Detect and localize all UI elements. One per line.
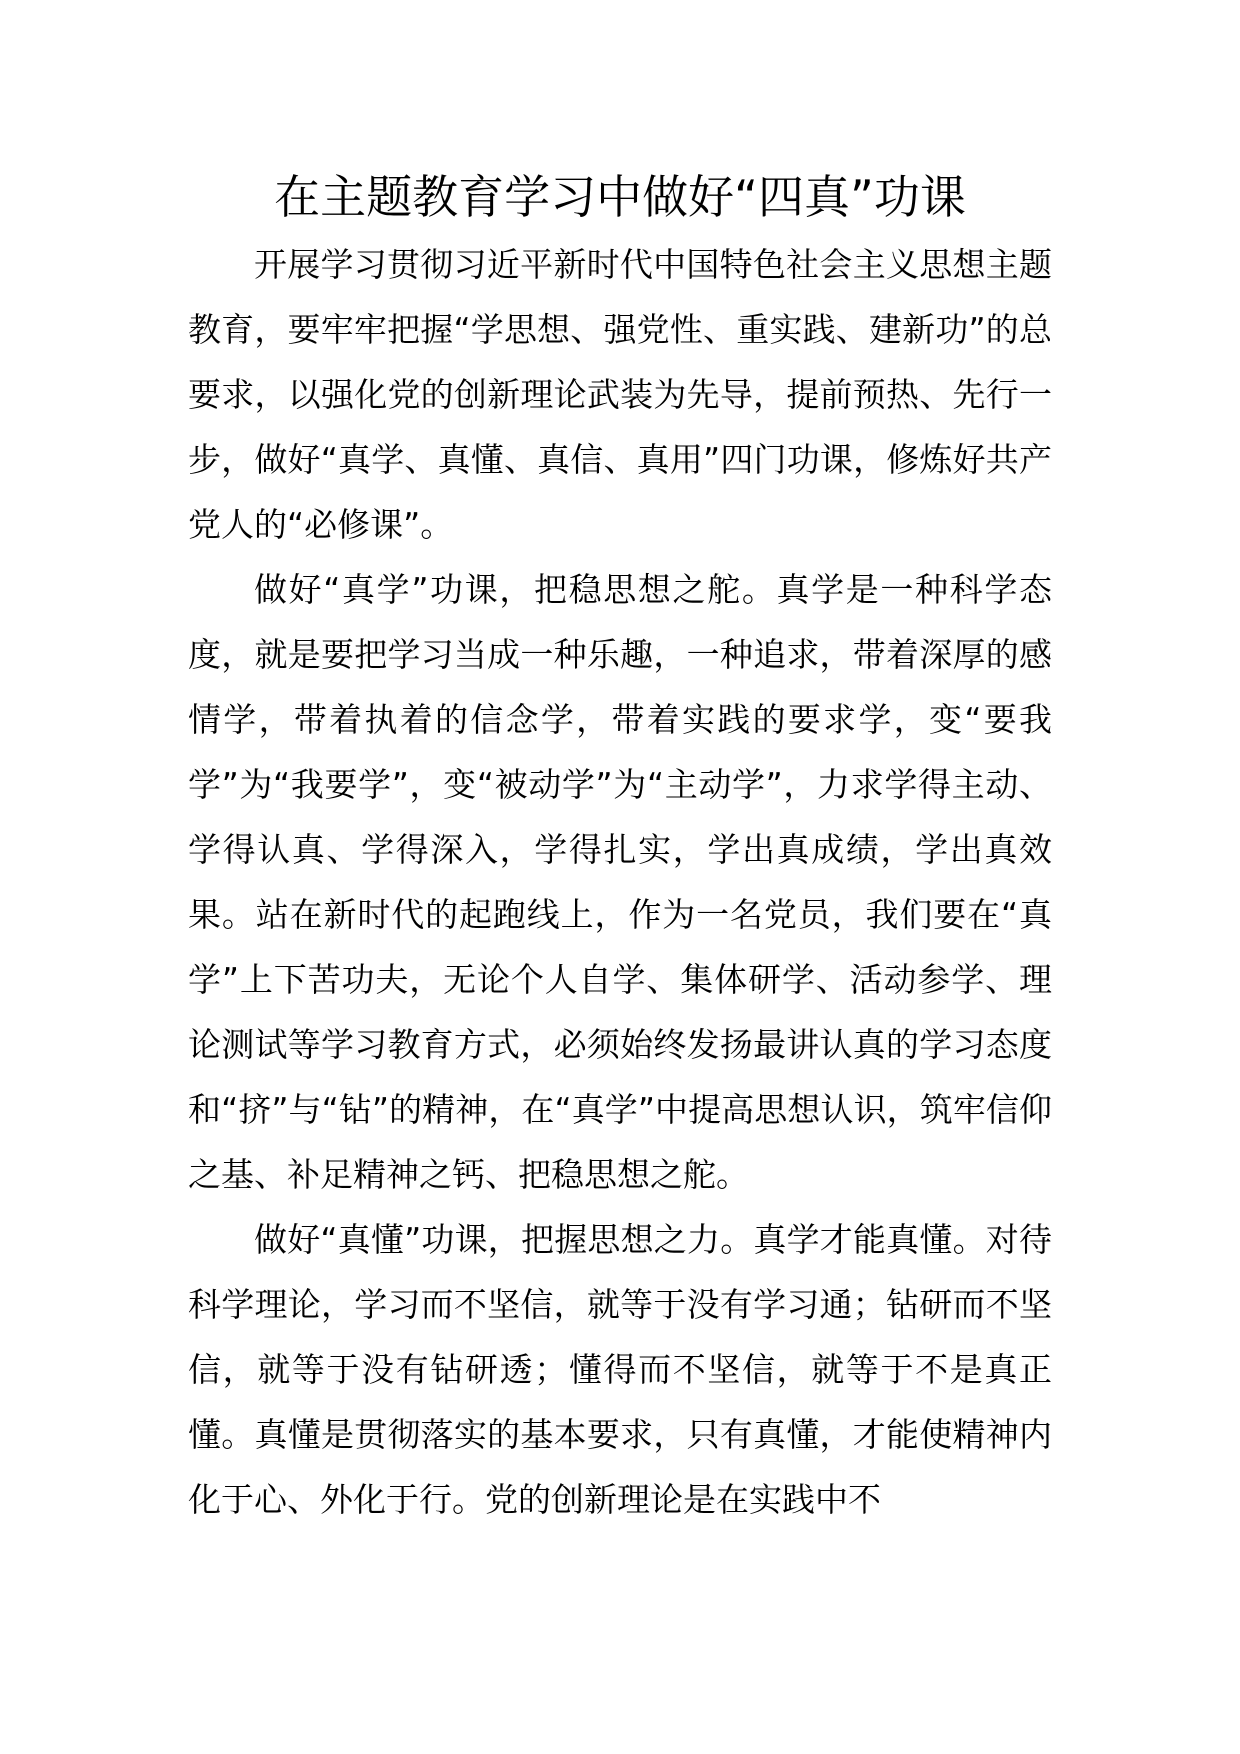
paragraph-intro: 开展学习贯彻习近平新时代中国特色社会主义思想主题教育，要牢牢把握“学思想、强党性、重实践、建新功”的总要求，以强化党的创新理论武装为先导，提前预热、先行一步，做好“真学、真懂、真信、真用”四门功课，修炼好共产党人的“必修课”。	[188, 245, 1052, 544]
document-body	[188, 232, 1052, 1532]
paragraph-zhendong: 做好“真懂”功课，把握思想之力。真学才能真懂。对待科学理论，学习而不坚信，就等于没有学习通；钻研而不坚信，就等于没有钻研透；懂得而不坚信，就等于不是真正懂。真懂是贯彻落实的基本要求，只有真懂，才能使精神内化于心、外化于行。党的创新理论是在实践中不	[188, 1220, 1052, 1519]
document-title: 在主题教育学习中做好“四真”功课	[274, 170, 966, 224]
paragraph-zhenxue: 做好“真学”功课，把稳思想之舵。真学是一种科学态度，就是要把学习当成一种乐趣，一种追求，带着深厚的感情学，带着执着的信念学，带着实践的要求学，变“要我学”为“我要学”，变“被动学”为“主动学”，力求学得主动、学得认真、学得深入，学得扎实，学出真成绩，学出真效果。站在新时代的起跑线上，作为一名党员，我们要在“真学”上下苦功夫，无论个人自学、集体研学、活动参学、理论测试等学习教育方式，必须始终发扬最讲认真的学习态度和“挤”与“钻”的精神，在“真学”中提高思想认识，筑牢信仰之基、补足精神之钙、把稳思想之舵。	[188, 570, 1052, 1194]
